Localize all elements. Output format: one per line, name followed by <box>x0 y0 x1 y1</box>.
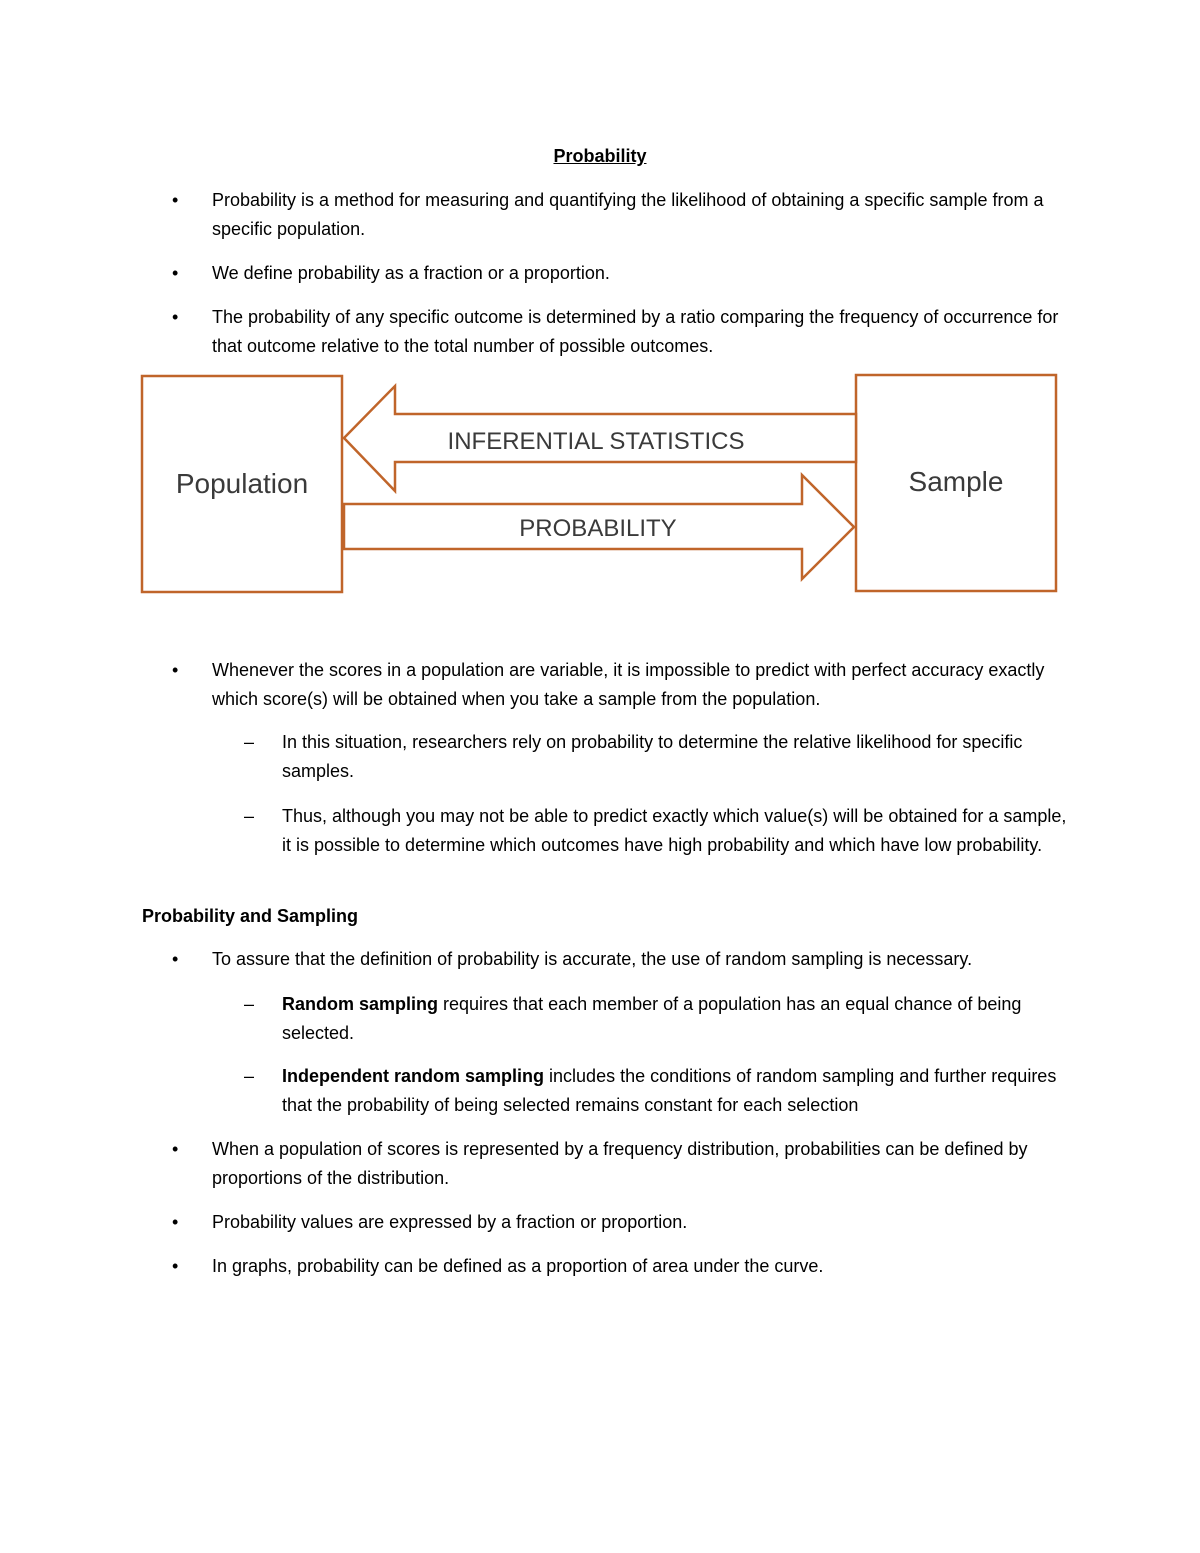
list-item <box>142 1135 1072 1192</box>
section-heading: Probability and Sampling <box>142 906 359 926</box>
bullet-text: Probability is a method for measuring and quantifying the likelihood of obtaining a specific sample from a specific population. <box>212 190 1044 239</box>
sub-item-text: Thus, although you may not be able to predict exactly which value(s) will be obtained for a sample, it is possible to determine which outcomes have high probability and which have low probability. <box>282 806 1067 855</box>
term-definition: includes the conditions of random sampling and further requires that the probability of being selected remains constant for each selection <box>282 1066 1057 1115</box>
population-label: Population <box>175 468 309 499</box>
sub-list-item <box>142 728 1072 785</box>
sample-label: Sample <box>908 466 1004 497</box>
list-item <box>142 656 1072 713</box>
list-item <box>142 1208 1072 1237</box>
term-random-sampling: Random sampling <box>282 994 439 1014</box>
sub-item-text <box>282 1062 1072 1119</box>
sub-list-item <box>142 802 1072 859</box>
list-item <box>142 259 1072 288</box>
bullet-icon: • <box>172 660 179 680</box>
bullet-icon: • <box>172 1139 179 1159</box>
sub-item-text <box>282 990 1072 1047</box>
list-item <box>142 945 1072 974</box>
probability-label: PROBABILITY <box>519 515 677 542</box>
dash-icon: – <box>244 732 255 752</box>
bullet-text: When a population of scores is represented by a frequency distribution, probabilities can be defined by proportions of the distribution. <box>212 1139 1028 1188</box>
term-definition: requires that each member of a population has an equal chance of being selected. <box>282 994 1022 1043</box>
dash-icon: – <box>244 1066 255 1086</box>
list-item <box>142 1252 1072 1281</box>
bullet-text: To assure that the definition of probability is accurate, the use of random sampling is necessary. <box>212 949 973 969</box>
bullet-icon: • <box>172 190 179 210</box>
bullet-text: In graphs, probability can be defined as a proportion of area under the curve. <box>212 1256 824 1276</box>
bullet-icon: • <box>172 307 179 327</box>
sub-list-item <box>142 990 1072 1047</box>
inference-diagram <box>130 365 1070 605</box>
bullet-icon: • <box>172 263 179 283</box>
page-title: Probability <box>553 146 647 166</box>
dash-icon: – <box>244 806 255 826</box>
bullet-icon: • <box>172 1256 179 1276</box>
bullet-icon: • <box>172 1212 179 1232</box>
sub-list-item <box>142 1062 1072 1119</box>
bullet-text: Probability values are expressed by a fraction or proportion. <box>212 1212 688 1232</box>
bullet-text: We define probability as a fraction or a proportion. <box>212 263 610 283</box>
bullet-text: The probability of any specific outcome is determined by a ratio comparing the frequency of occurrence for that outcome relative to the total number of possible outcomes. <box>212 307 1059 356</box>
bullet-text: Whenever the scores in a population are variable, it is impossible to predict with perfect accuracy exactly which score(s) will be obtained when you take a sample from the population. <box>212 660 1045 709</box>
dash-icon: – <box>244 994 255 1014</box>
bullet-icon: • <box>172 949 179 969</box>
term-independent-random-sampling: Independent random sampling <box>282 1066 545 1086</box>
list-item <box>142 186 1072 243</box>
inferential-statistics-label: INFERENTIAL STATISTICS <box>447 428 745 455</box>
sub-item-text: In this situation, researchers rely on probability to determine the relative likelihood for specific samples. <box>282 732 1023 781</box>
list-item <box>142 303 1072 360</box>
